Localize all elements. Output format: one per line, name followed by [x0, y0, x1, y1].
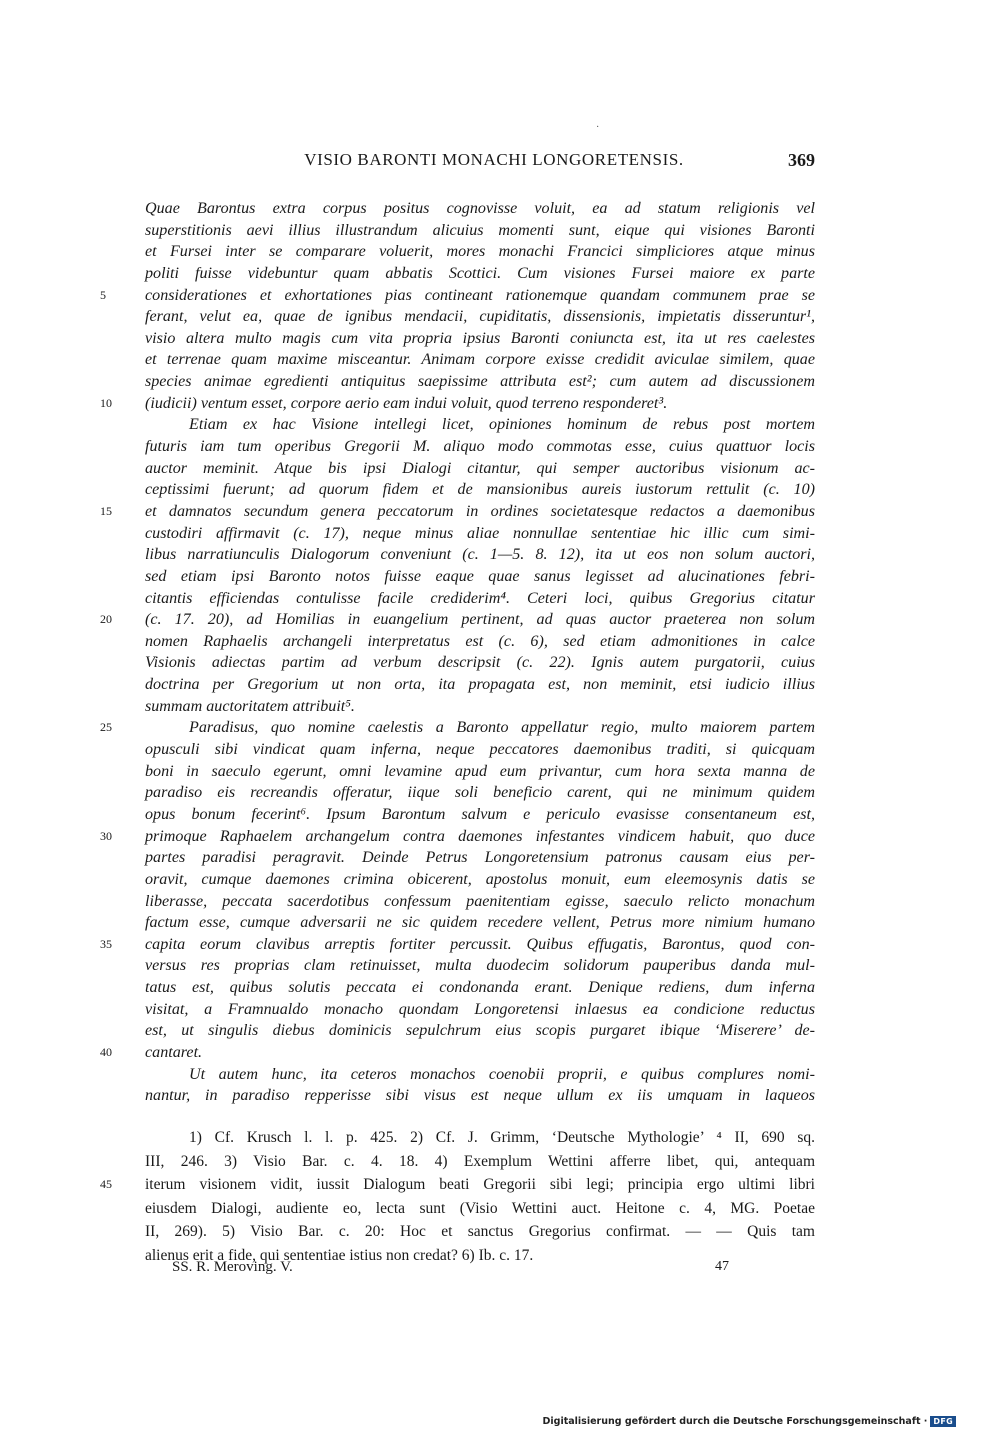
text-line-text: Visionis adiectas partim ad verbum descripsit (c. 22). Ignis autem purgatorii, cuius [145, 654, 815, 672]
text-line-text: summam auctoritatem attribuit⁵. [145, 697, 355, 715]
text-line [145, 241, 815, 263]
text-line [145, 739, 815, 761]
text-line [145, 999, 815, 1021]
text-line [145, 847, 815, 869]
text-line-text: auctor meminit. Atque bis ipsi Dialogi citantur, qui semper auctoribus visionum ac- [145, 459, 815, 477]
text-line-text: politi fuisse videbuntur quam abbatis Scottici. Cum visiones Fursei maiore ex parte [145, 264, 815, 282]
text-line-text: est, ut singulis diebus dominicis sepulchrum eius scopis purgaret ibique ‘Miserere’ de- [145, 1022, 815, 1040]
footnote-line [100, 1173, 815, 1197]
footnote-line-text: eiusdem Dialogi, audiente eo, lecta sunt (Visio Wettini auct. Heitone c. 4, MG. Poetae [145, 1199, 815, 1217]
text-line-text: ceptissimi fuerunt; ad quorum fidem et de mansionibus aureis iustorum rettulit (c. 10) [145, 481, 815, 499]
text-line [145, 761, 815, 783]
speck: · [596, 122, 600, 133]
text-line-text: et terrenae quam maxime misceantur. Animam corpore exisse credidit aviculae similem, quae [145, 351, 815, 369]
text-line-text: factum esse, cumque adversarii ne sic quidem recedere vellent, Petrus more nimium humano [145, 914, 815, 932]
text-line [145, 891, 815, 913]
text-line-text: Paradisus, quo nomine caelestis a Baronto appellatur regio, multo maiorem partem [189, 719, 815, 737]
text-line-text: et Fursei inter se comparare voluerit, mores monachi Francici simpliciores atque minus [145, 243, 815, 261]
footnote-line-text: II, 269). 5) Visio Bar. c. 20: Hoc et sanctus Gregorius confirmat. — — Quis tam [145, 1223, 815, 1240]
text-line-text: versus res proprias clam retinuisset, multa duodecim solidorum pauperibus danda mul- [145, 957, 815, 975]
text-line [145, 1020, 815, 1042]
text-line-text: nomen Raphaelis archangeli interpretatus est (c. 6), sed etiam admonitiones in calce [145, 632, 815, 650]
text-line [145, 696, 815, 718]
text-line [145, 458, 815, 480]
text-line [145, 544, 815, 566]
text-line-text: ferant, velut ea, quae de ignibus mendacii, cupiditatis, dissensionis, impietatis disseruntur¹, [145, 308, 815, 326]
text-line [145, 436, 815, 458]
text-line-text: nantur, in paradiso repperisse sibi visus est neque ullum ex iis umquam in laqueos [145, 1087, 815, 1105]
text-line [100, 393, 815, 415]
text-line-text: superstitionis aevi illius illustrandum alicuius momenti sunt, eique qui visiones Baronti [145, 221, 815, 239]
text-line-text: capita eorum clavibus arreptis fortiter percussit. Quibus effugatis, Barontus, quod con- [145, 935, 815, 953]
footnote-line-text: III, 246. 3) Visio Bar. c. 4. 18. 4) Exemplum Wettini afferre libet, qui, antequam [145, 1152, 815, 1170]
text-line [100, 826, 815, 848]
text-line [145, 869, 815, 891]
credit-text: Digitalisierung gefördert durch die Deutsche Forschungsgemeinschaft · [542, 1416, 928, 1427]
text-line [145, 977, 815, 999]
text-line [100, 501, 815, 523]
text-line-text: Ut autem hunc, ita ceteros monachos coenobii proprii, e quibus complures nomi- [189, 1065, 815, 1083]
footnote-line [145, 1126, 815, 1150]
text-line-text: (iudicii) ventum esset, corpore aerio eam indui voluit, quod terreno responderet³. [145, 394, 668, 412]
dfg-logo: DFG [930, 1416, 956, 1427]
text-line [145, 652, 815, 674]
text-line [145, 523, 815, 545]
text-line-text: custodiri affirmavit (c. 17), neque minus aliae nonnullae sententiae hic illic cum simi- [145, 524, 815, 542]
text-line [145, 306, 815, 328]
text-line [145, 782, 815, 804]
text-line-text: liberasse, peccata sacerdotibus confessum paenitentiam egisse, saeculo relicto monachum [145, 892, 815, 910]
footnote-line [145, 1197, 815, 1221]
text-line-text: paradiso eis recreandis offeratur, iique soli beneficio carent, qui ne minimum quidem [145, 784, 815, 802]
text-line-text: citantis efficiendas contulisse facile crediderim⁴. Ceteri loci, quibus Gregorius citatur [145, 589, 815, 607]
text-line [145, 220, 815, 242]
text-line-text: species animae egredienti antiquitus saepissime attributa est²; cum autem ad discussionem [145, 373, 815, 391]
text-line-text: oravit, cumque daemones crimina obicerent, apostolus monuit, eum eleemosynis datis se [145, 870, 815, 888]
line-number: 10 [100, 395, 112, 410]
text-line [145, 955, 815, 977]
text-line [145, 414, 815, 436]
text-line-text: (c. 17. 20), ad Homilias in euangelium pertinent, ad quas auctor praeterea non solum [145, 611, 815, 629]
text-line [145, 198, 815, 220]
text-line [145, 1085, 815, 1107]
text-line [145, 674, 815, 696]
main-text [100, 198, 815, 1107]
text-line [145, 631, 815, 653]
footnote-line-text: iterum visionem vidit, iussit Dialogum beati Gregorii sibi legi; principia ergo ultimi libri [145, 1176, 815, 1193]
text-line-text: opus bonum fecerint⁶. Ipsum Barontum salvum e periculo evasisse consentaneum est, [145, 805, 815, 823]
text-line-text: futuris iam tum operibus Gregorii M. aliquo modo commotas esse, cuius quattuor locis [145, 438, 815, 456]
text-line [145, 588, 815, 610]
digitization-credit [543, 1416, 956, 1427]
line-number: 45 [100, 1177, 112, 1191]
text-line-text: libus narratiunculis Dialogorum conveniunt (c. 1—5. 8. 12), ita ut eos non solum auctori, [145, 546, 815, 564]
page-header [145, 150, 815, 176]
text-line-text: partes paradisi peragravit. Deinde Petrus Longoretensium patronus causam eius per- [145, 849, 815, 867]
footnote-line [145, 1150, 815, 1174]
text-line [145, 804, 815, 826]
line-number: 15 [100, 503, 112, 518]
text-line [145, 1064, 815, 1086]
text-line [100, 717, 815, 739]
text-line [145, 566, 815, 588]
text-line-text: tatus est, quibus solutis peccata ei condonanda erant. Denique rediens, dum inferna [145, 979, 815, 997]
footnote-line-text: 1) Cf. Krusch l. l. p. 425. 2) Cf. J. Grimm, ‘Deutsche Mythologie’ ⁴ II, 690 sq. [189, 1129, 815, 1146]
text-line [100, 285, 815, 307]
text-line-text: considerationes et exhortationes pias contineant rationemque quandam communem prae se [145, 286, 815, 304]
footnote-line [145, 1220, 815, 1244]
page-number: 369 [788, 150, 815, 170]
signature-mark: SS. R. Meroving. V. [172, 1259, 293, 1275]
line-number: 30 [100, 828, 112, 843]
sheet-number: 47 [715, 1259, 729, 1274]
footnotes [100, 1126, 815, 1267]
text-line [145, 912, 815, 934]
text-line [145, 371, 815, 393]
text-line-text: opusculi sibi vindicat quam inferna, neque peccatores daemonibus traditi, si quicquam [145, 741, 815, 759]
text-line-text: visitat, a Framnualdo monacho quondam Longoretensi inlaesus ea condicione reductus [145, 1000, 815, 1018]
running-title: VISIO BARONTI MONACHI LONGORETENSIS. [304, 150, 684, 169]
text-line [145, 479, 815, 501]
text-line [145, 349, 815, 371]
text-line-text: Quae Barontus extra corpus positus cognovisse voluit, ea ad statum religionis vel [145, 200, 815, 217]
text-line-text: visio altera multo magis cum vita propria ipsius Baronti coniuncta est, ita ut res caelestes [145, 329, 815, 347]
text-line-text: doctrina per Gregorium ut non orta, ita propagata est, non meminit, etsi iudicio illius [145, 676, 815, 694]
text-line-text: sed etiam ipsi Baronto notos fuisse eaque quae sanus legisset ad alucinationes febri- [145, 567, 815, 585]
line-number: 20 [100, 612, 112, 627]
text-line-text: Etiam ex hac Visione intellegi licet, opiniones hominum de rebus post mortem [189, 416, 815, 434]
text-line-text: boni in saeculo egerunt, omni levamine apud eum privantur, cum hora sexta manna de [145, 762, 815, 780]
line-number: 40 [100, 1044, 112, 1059]
text-line-text: et damnatos secundum genera peccatorum in ordines societatesque redactos a daemonibus [145, 502, 815, 520]
line-number: 35 [100, 936, 112, 951]
line-number: 5 [100, 287, 106, 302]
text-line [145, 328, 815, 350]
text-line-text: cantaret. [145, 1043, 203, 1061]
text-line [100, 934, 815, 956]
text-line [100, 609, 815, 631]
text-line [145, 263, 815, 285]
footnote-line-text: alienus erit a fide, qui sententiae istius non credat? 6) Ib. c. 17. [145, 1246, 534, 1264]
line-number: 25 [100, 720, 112, 735]
text-line [100, 1042, 815, 1064]
text-line-text: primoque Raphaelem archangelum contra daemones infestantes vindicem habuit, quo duce [145, 827, 815, 845]
